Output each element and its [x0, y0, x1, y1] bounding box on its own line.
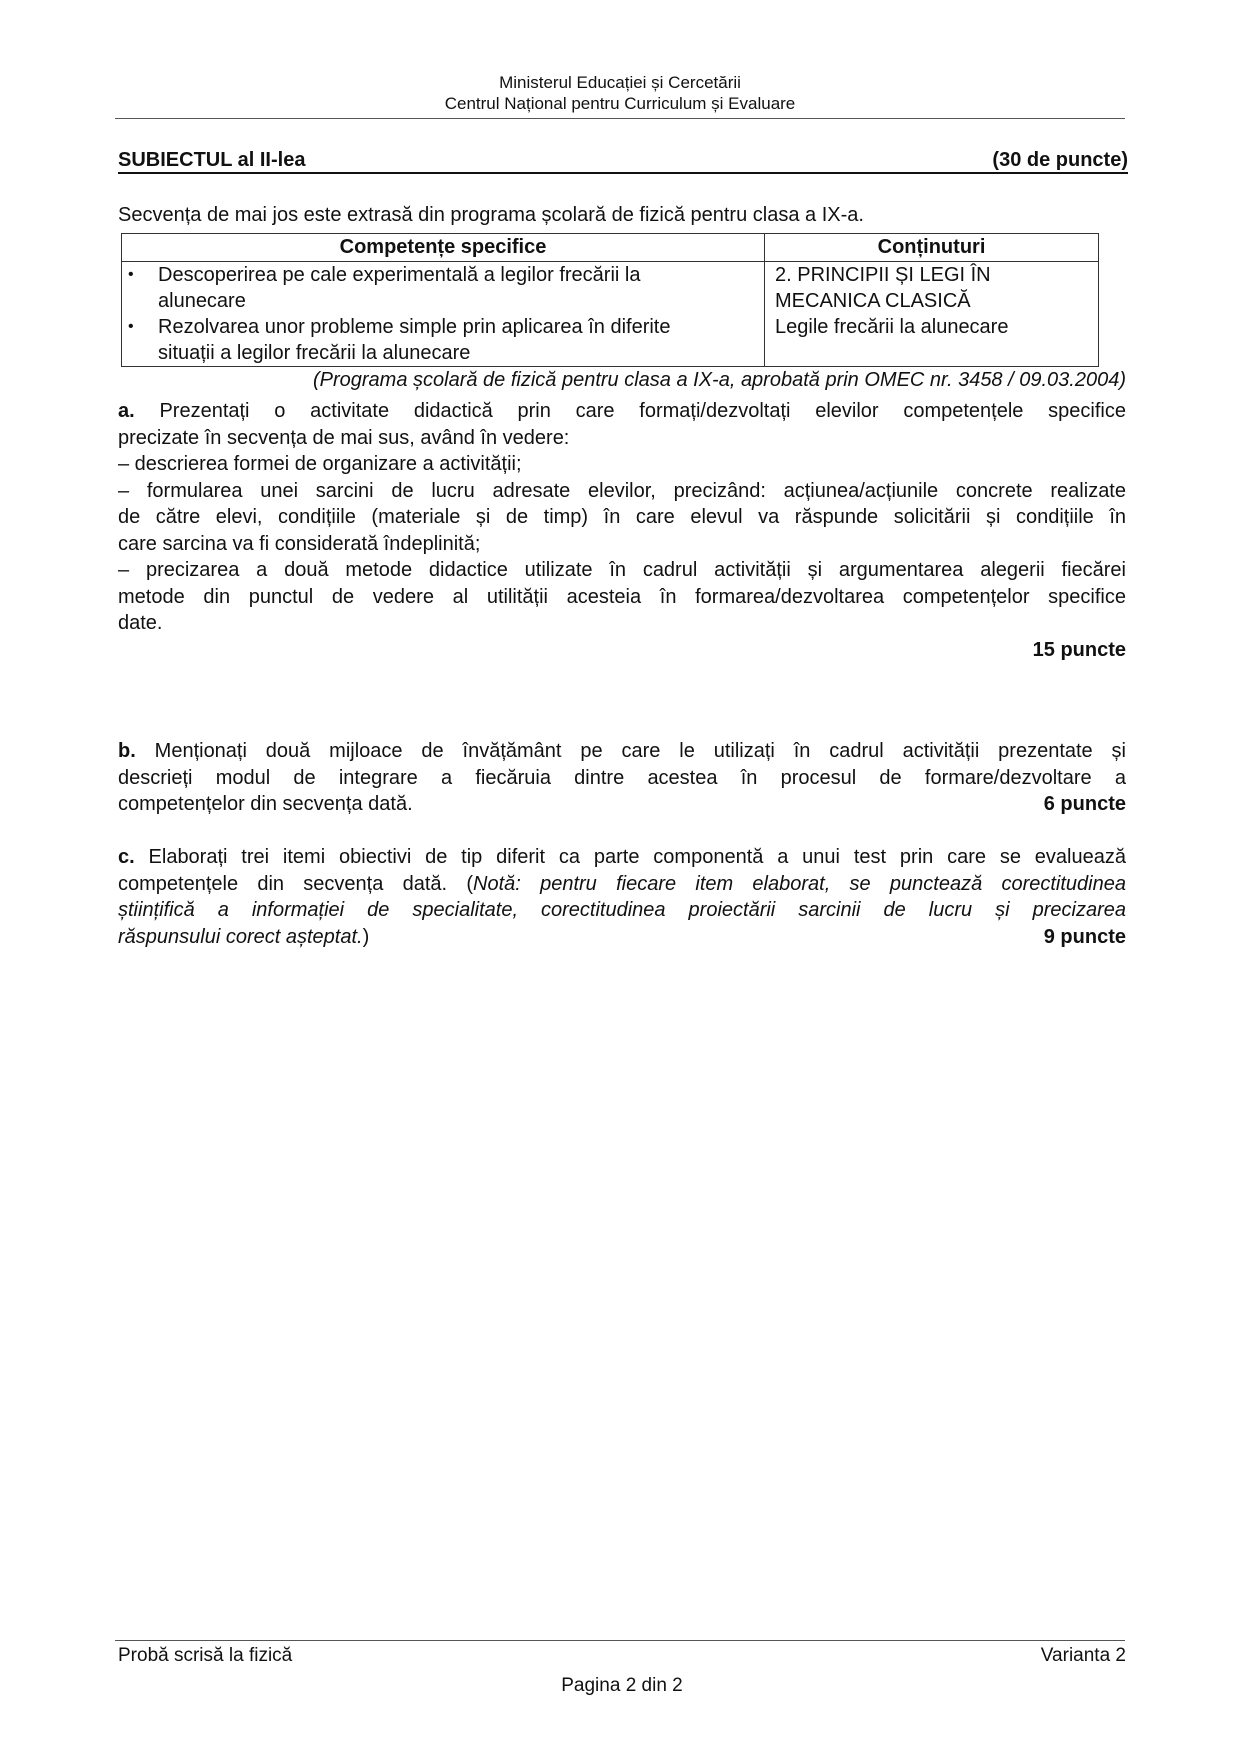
footer-exam: Probă scrisă la fizică	[118, 1645, 293, 1666]
competence-item: • Descoperirea pe cale experimentală a legilor frecării la alunecare	[128, 264, 641, 312]
subject-heading	[118, 149, 1128, 174]
header-contents: Conținuturi	[765, 234, 1099, 262]
bullet-icon: •	[128, 266, 134, 283]
contents-cell: 2. PRINCIPII ȘI LEGI ÎN MECANICA CLASICĂ Legile frecării la alunecare	[765, 262, 1099, 367]
header-competences: Competențe specifice	[122, 234, 765, 262]
item-a-points: 15 puncte	[1032, 638, 1126, 661]
item-c-points: 9 puncte	[1043, 925, 1126, 948]
item-b-label: b.	[118, 740, 136, 762]
item-b-points: 6 puncte	[1043, 793, 1126, 815]
source-citation: (Programa școlară de fizică pentru clasa a IX-a, aprobată prin OMEC nr. 3458 / 09.03.2004)	[312, 369, 1126, 391]
competences-cell	[122, 262, 765, 367]
footer-variant: Varianta 2	[1040, 1645, 1126, 1666]
item-c: c. Elaborați trei itemi obiectivi de tip diferit ca parte componentă a unui test prin care se evaluează competențele din secvența dată. (Notă: pentru fiecare item elaborat, se punctează corectitudinea științifică a informației de specialitate, corectitudinea proiectării sarcinii de lucru și precizarea răspunsului corect așteptat.) 9 puncte	[118, 844, 1126, 950]
header-ministry: Ministerul Educației și Cercetării	[499, 73, 741, 92]
subject-points: (30 de puncte)	[992, 149, 1128, 171]
header-center: Centrul Național pentru Curriculum și Evaluare	[444, 94, 796, 113]
header-divider	[115, 118, 1125, 119]
item-c-label: c.	[118, 846, 135, 868]
page-number: Pagina 2 din 2	[561, 1675, 683, 1696]
bullet-icon: •	[128, 318, 134, 335]
item-b: b. Menționați două mijloace de învățământ pe care le utilizați în cadrul activității prezentate și descrieți modul de integrare a fiecăruia dintre acestea în procesul de formare/dezvoltare a competențelor din secvența dată. 6 puncte	[118, 738, 1126, 818]
table-row	[122, 262, 1099, 367]
item-a: a. Prezentați o activitate didactică prin care formați/dezvoltați elevilor competențele specifice precizate în secvența de mai sus, având în vedere: – descrierea formei de organizare a activității; – formularea unei sarcini de lucru adresate elevilor, precizând: acțiunea/acțiunile concrete realizate de către elevi, condițiile (materiale și de timp) în care elevul va răspunde solicitării și condițiile în care sarcina va fi considerată îndeplinită; – precizarea a două metode didactice utilizate în cadrul activității și argumentarea alegerii fiecărei metode din punctul de vedere al utilității acesteia în formarea/dezvoltarea competențelor specifice date. 15 puncte	[118, 398, 1126, 663]
intro-text: Secvența de mai jos este extrasă din programa școlară de fizică pentru clasa a IX-a.	[118, 204, 864, 226]
table-header-row	[122, 234, 1099, 262]
curriculum-table	[121, 233, 1099, 367]
page-header	[115, 72, 1125, 114]
subject-title: SUBIECTUL al II-lea	[118, 149, 306, 171]
page-footer	[118, 1645, 1126, 1697]
item-a-label: a.	[118, 400, 135, 422]
competence-item: • Rezolvarea unor probleme simple prin aplicarea în diferite situații a legilor frecării la alunecare	[128, 316, 671, 364]
footer-divider	[115, 1640, 1125, 1641]
